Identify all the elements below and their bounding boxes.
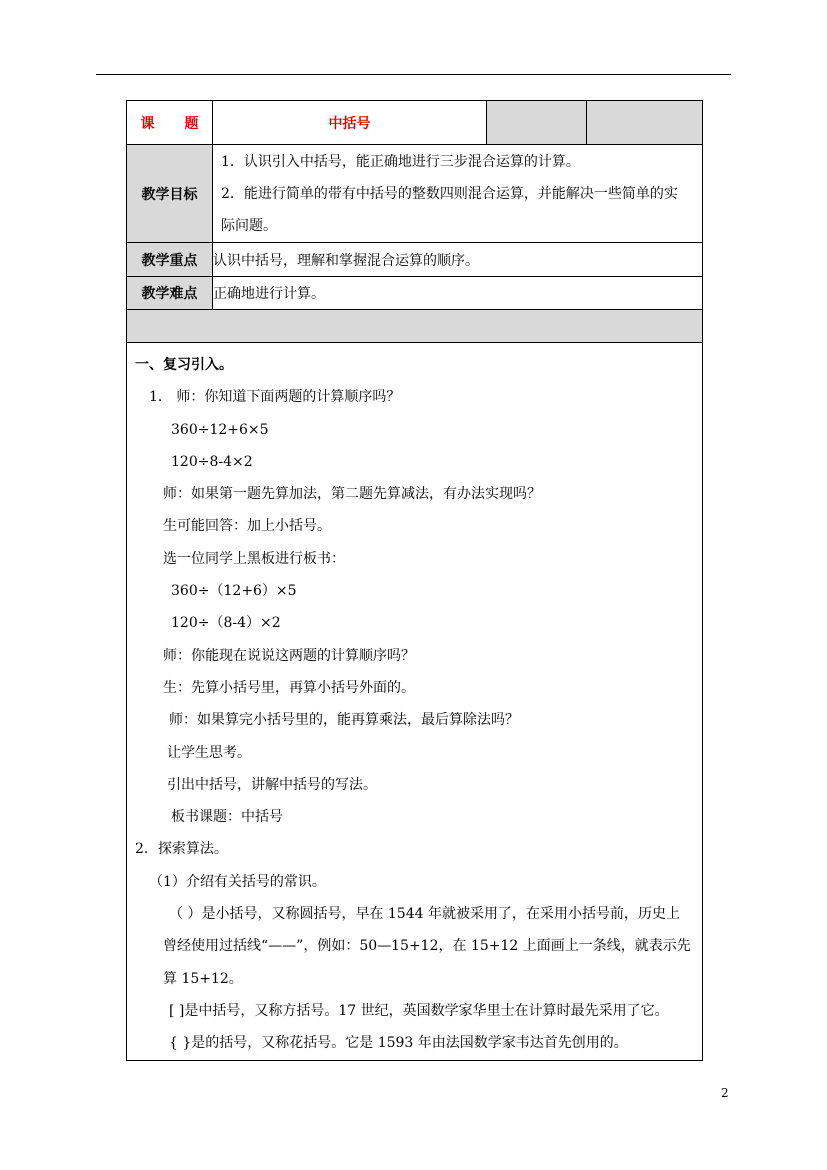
- body-line-heading-1: 一、复习引入。: [135, 357, 233, 373]
- goals-cell: [213, 145, 703, 243]
- goal-line-3: 际问题。: [221, 217, 277, 234]
- body-row: [127, 343, 703, 1061]
- body-line: 板书课题：中括号: [171, 809, 283, 826]
- body-line-expression: 120÷（8-4）×2: [171, 615, 281, 632]
- body-line: （ ）是小括号，又称圆括号，早在 1544 年就被采用了，在采用小括号前，历史上: [169, 906, 680, 923]
- goal-line-1: 1．认识引入中括号，能正确地进行三步混合运算的计算。: [221, 153, 580, 170]
- body-line: 引出中括号，讲解中括号的写法。: [167, 776, 377, 793]
- title-blank-cell-2: [587, 101, 703, 145]
- body-line: 生可能回答：加上小括号。: [163, 518, 331, 535]
- header-rule: [96, 74, 731, 75]
- body-line: 让学生思考。: [167, 744, 251, 761]
- difficulty-text: 正确地进行计算。: [213, 277, 703, 310]
- page-number: 2: [721, 1086, 729, 1100]
- title-blank-cell-1: [487, 101, 587, 145]
- body-line: 师：你能现在说说这两题的计算顺序吗？: [163, 647, 415, 664]
- body-line: { }是的括号，又称花括号。它是 1593 年由法国数学家韦达首先创用的。: [169, 1035, 628, 1052]
- body-line: 曾经使用过括线“——”，例如：50—15+12，在 15+12 上面画上一条线，就表示先: [163, 938, 691, 955]
- title-value: 中括号: [213, 101, 487, 145]
- body-line: [ ]是中括号，又称方括号。17 世纪，英国数学家华里士在计算时最先采用了它。: [169, 1002, 669, 1019]
- goal-line-2: 2．能进行简单的带有中括号的整数四则混合运算，并能解决一些简单的实: [221, 185, 678, 202]
- focus-label: 教学重点: [127, 243, 213, 277]
- goals-row: [127, 145, 703, 243]
- body-line: 师：如果算完小括号里的，能再算乘法，最后算除法吗？: [169, 712, 519, 729]
- body-line-expression: 120÷8-4×2: [171, 453, 253, 470]
- lesson-plan-table: [126, 100, 703, 1061]
- body-line: （1）介绍有关括号的常识。: [149, 873, 326, 890]
- title-row: [127, 101, 703, 145]
- title-label-b: 题: [184, 115, 199, 132]
- body-line: 1． 师：你知道下面两题的计算顺序吗？: [149, 389, 401, 406]
- body-line-heading-2: 2．探索算法。: [135, 841, 228, 858]
- body-line: 选一位同学上黑板进行板书：: [163, 550, 345, 567]
- title-label-a: 课: [140, 115, 155, 132]
- title-label-cell: [127, 101, 213, 145]
- difficulty-label: 教学难点: [127, 277, 213, 310]
- goals-label: 教学目标: [127, 145, 213, 243]
- body-line-expression: 360÷（12+6）×5: [171, 583, 297, 600]
- body-line-expression: 360÷12+6×5: [171, 421, 269, 438]
- focus-row: [127, 243, 703, 277]
- body-cell: [127, 343, 703, 1061]
- focus-text: 认识中括号，理解和掌握混合运算的顺序。: [213, 243, 703, 277]
- difficulty-row: [127, 277, 703, 310]
- body-line: 师：如果第一题先算加法，第二题先算减法，有办法实现吗？: [163, 486, 541, 503]
- body-line: 生：先算小括号里，再算小括号外面的。: [163, 679, 415, 696]
- blank-gray-row: [127, 310, 703, 343]
- blank-gray-cell: [127, 310, 703, 343]
- body-line: 算 15+12。: [163, 970, 243, 987]
